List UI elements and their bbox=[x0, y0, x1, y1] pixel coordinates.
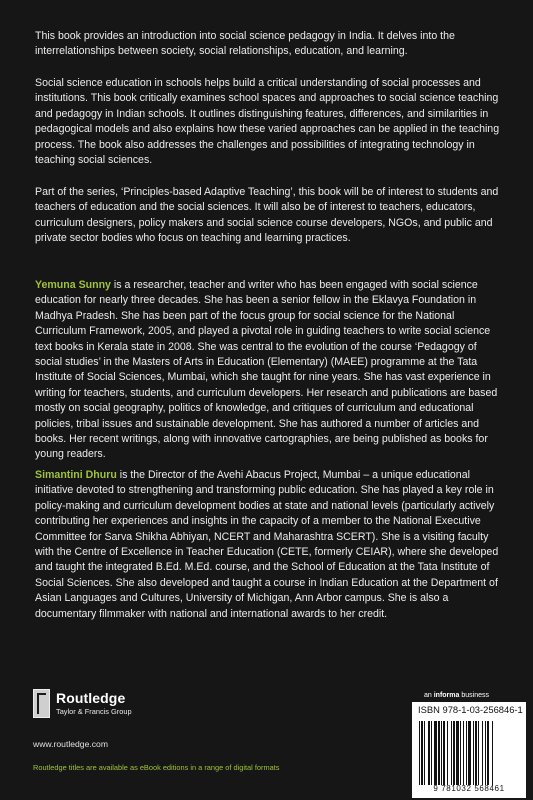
informa-business-label: an informa business bbox=[424, 692, 489, 699]
barcode-panel bbox=[412, 702, 526, 798]
ebook-availability-note: Routledge titles are available as eBook editions in a range of digital formats bbox=[33, 763, 280, 772]
blurb-paragraph-intro: This book provides an introduction into social science pedagogy in India. It delves into the interrelationships between society, social relationships, education, and learning. bbox=[35, 30, 455, 58]
barcode-icon bbox=[418, 721, 522, 785]
author-bio-text: is a researcher, teacher and writer who has been engaged with social science education for nearly three decades. She has been a senior fellow in the Eklavya Foundation in Madhya Pradesh. She has been part of the focus group for social science for the National Curriculum Framework, 2005, and played a pivotal role in guiding teachers to write social science text books in Kerala state in 2008. She was central to the evolution of the course ‘Pedagogy of social studies’ in the Masters of Arts in Education (Elementary) (MAEE) programme at the Tata Institute of Social Sciences, Mumbai, which she taught for nine years. She has vast experience in writing for teachers, students, and curriculum developers. Her research and publications are based mostly on social geography, politics of knowledge, and critiques of curriculum and educational policies, tribal issues and sustainable development. She has authored a number of articles and books. Her recent writings, along with innovative cartographies, are being published as books for young readers. bbox=[35, 279, 498, 461]
author-bio-simantini-dhuru bbox=[35, 468, 505, 622]
routledge-logo-icon bbox=[33, 689, 50, 718]
isbn-label: ISBN 978-1-03-256846-1 bbox=[418, 704, 523, 715]
publisher-website: www.routledge.com bbox=[33, 739, 108, 749]
author-name: Simantini Dhuru bbox=[35, 469, 117, 481]
barcode-digits: 9 781032 568461 bbox=[433, 784, 505, 793]
author-bio-yemuna-sunny bbox=[35, 278, 505, 463]
author-bio-text: is the Director of the Avehi Abacus Project, Mumbai – a unique educational initiative devoted to strengthening and transforming public education. She has played a key role in policy-making and curriculum development bodies at state and national levels (particularly actively contributing her experiences and insights in the capacity of a member to the National Executive Committee for Sarva Shikha Abhiyan, NCERT and Maharashtra SCERT). She is a visiting faculty with the Centre of Excellence in Teacher Education (CETE, formerly CEIAR), where she developed and taught the integrated B.Ed. M.Ed. course, and the School of Education at the Tata Institute of Social Sciences. She also developed and taught a course in Indian Education at the Department of Asian Languages and Cultures, University of Michigan, Ann Arbor campus. She is also a documentary filmmaker with national and international awards to her credit. bbox=[35, 469, 499, 620]
author-name: Yemuna Sunny bbox=[35, 279, 111, 291]
publisher-logo bbox=[33, 689, 173, 729]
blurb-paragraph-series: Part of the series, ‘Principles-based Adaptive Teaching’, this book will be of interest to students and teachers of education and the social sciences. It will also be of interest to teachers, educators, curriculum designers, policy makers and social science course developers, NGOs, and public and private sector bodies who focus on teaching and learning practices. bbox=[35, 186, 499, 245]
blurb-paragraph-description: Social science education in schools helps build a critical understanding of social processes and institutions. This book critically examines school spaces and approaches to social science teaching and pedagogy in Indian schools. It outlines distinguishing features, differences, and similarities in pedagogical models and also explains how these varied approaches can be applied in the teaching process. The book also addresses the challenges and possibilities of integrating technology in teaching social sciences. bbox=[35, 77, 500, 167]
publisher-group: Taylor & Francis Group bbox=[56, 707, 132, 716]
publisher-name: Routledge bbox=[56, 690, 126, 706]
